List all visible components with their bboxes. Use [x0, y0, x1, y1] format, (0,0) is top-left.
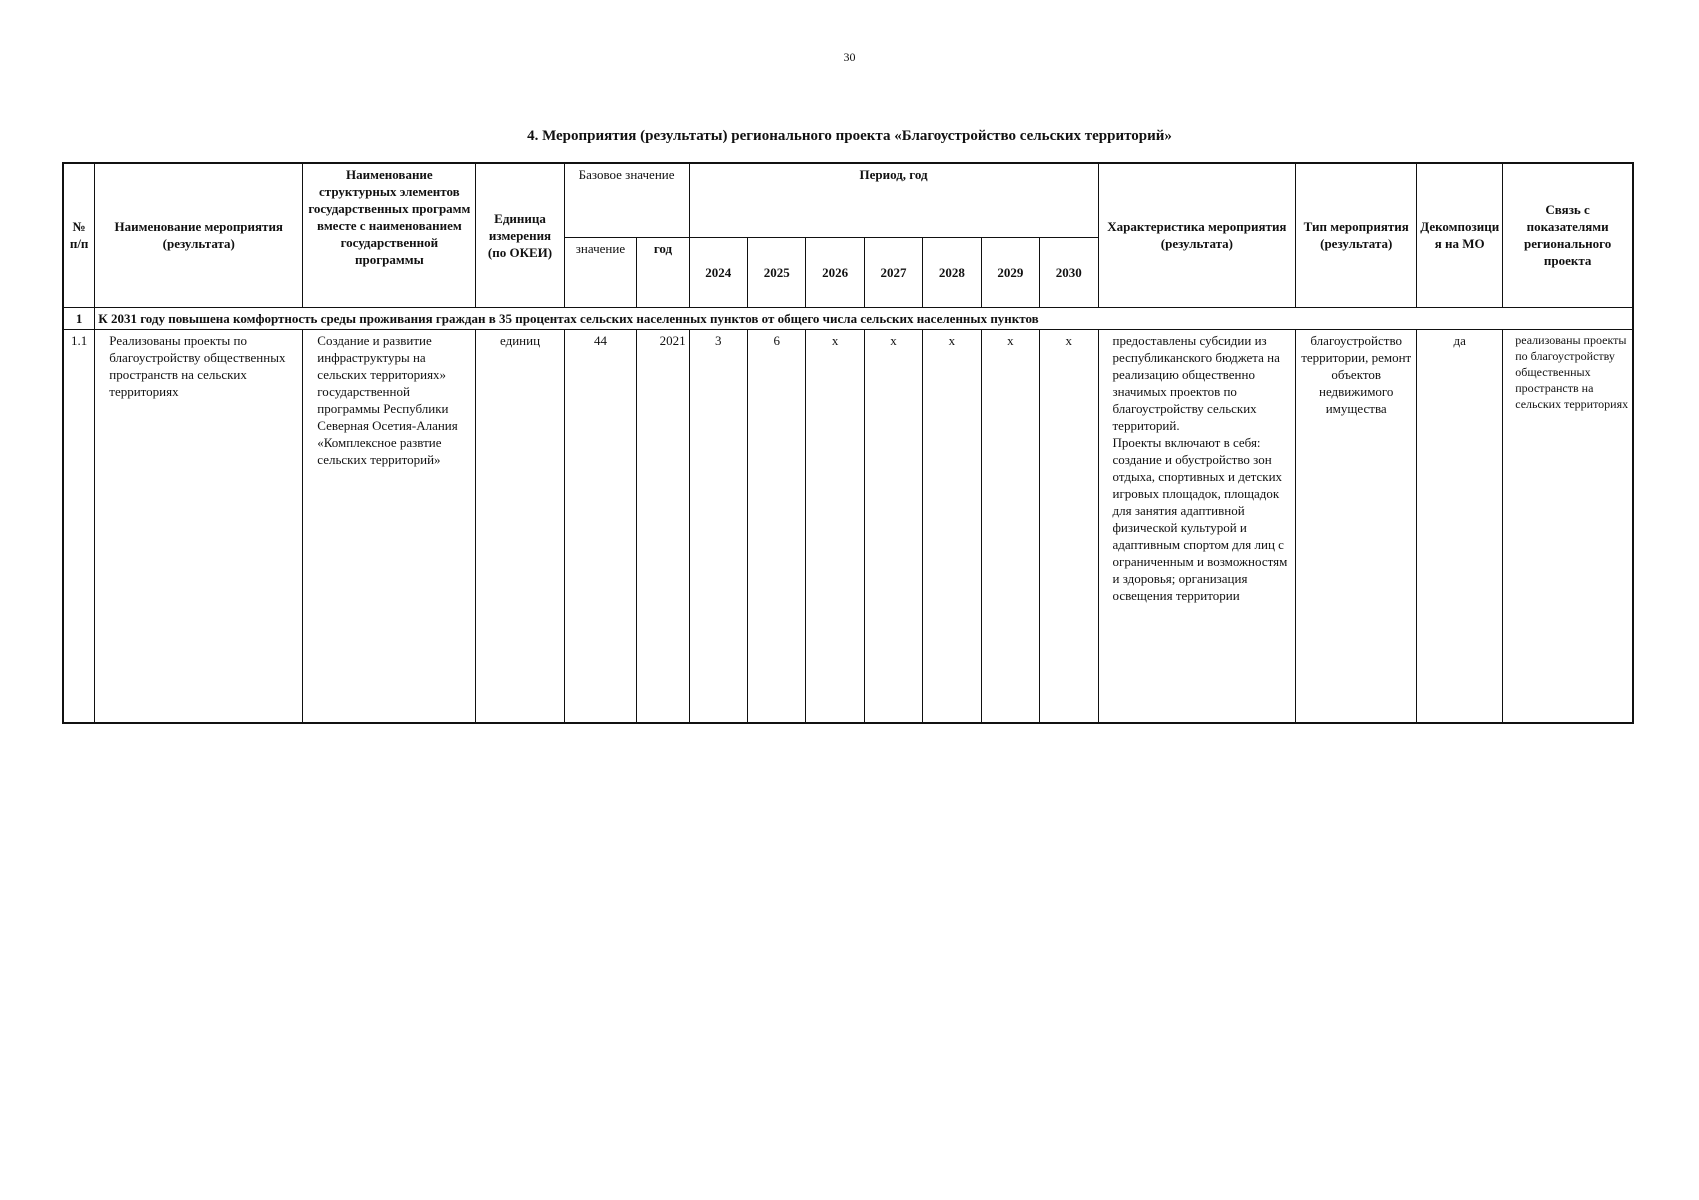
row-year-value: 6 [748, 329, 806, 723]
header-base: Базовое значение [564, 163, 689, 237]
header-num: № п/п [63, 163, 95, 307]
header-year: 2027 [864, 237, 922, 307]
header-year: 2029 [981, 237, 1039, 307]
row-year-value: x [806, 329, 864, 723]
header-year: 2028 [923, 237, 981, 307]
header-base-year: год [637, 237, 689, 307]
row-year-value: x [864, 329, 922, 723]
page-number: 30 [843, 50, 856, 64]
section-row [63, 307, 1633, 329]
row-unit: единиц [476, 329, 564, 723]
row-characteristic-part-1: предоставлены субсидии из республиканского бюджета на реализацию общественно значимых проектов по благоустройству сельских территорий. [1112, 332, 1280, 433]
header-unit: Единица измерения (по ОКЕИ) [476, 163, 564, 307]
row-type: благоустройство территории, ремонт объектов недвижимого имущества [1296, 329, 1417, 723]
row-characteristic-part-2: Проекты включают в себя: создание и обустройство зон отдыха, спортивных и детских игровых площадок, площадок для занятия адаптивной физической культурой и адаптивным спортом для лиц с ограниченным и возможностям и здоровья; организация освещения территории [1112, 434, 1288, 603]
row-year-value: x [981, 329, 1039, 723]
results-table [62, 162, 1634, 724]
row-decomposition: да [1417, 329, 1503, 723]
header-base-value: значение [564, 237, 637, 307]
row-link: реализованы проекты по благоустройству общественных пространств на сельских территориях [1503, 329, 1633, 723]
table-row [63, 329, 1633, 723]
header-link: Связь с показателями регионального проекта [1503, 163, 1633, 307]
section-text: К 2031 году повышена комфортность среды проживания граждан в 35 процентах сельских населенных пунктов от общего числа сельских населенных пунктов [95, 307, 1633, 329]
row-name: Реализованы проекты по благоустройству общественных пространств на сельских территориях [95, 329, 303, 723]
document-title: 4. Мероприятия (результаты) регионального проекта «Благоустройство сельских территорий» [527, 128, 1172, 144]
section-num: 1 [63, 307, 95, 329]
header-period: Период, год [689, 163, 1098, 237]
header-year: 2024 [689, 237, 747, 307]
header-year: 2026 [806, 237, 864, 307]
header-characteristic: Характеристика мероприятия (результата) [1098, 163, 1296, 307]
header-decomposition: Декомпозиция на МО [1417, 163, 1503, 307]
row-base-year: 2021 [637, 329, 689, 723]
row-struct: Создание и развитие инфраструктуры на сельских территориях» государственной программы Республики Северная Осетия-Алания «Комплексное развтие сельских территорий» [303, 329, 476, 723]
row-year-value: 3 [689, 329, 747, 723]
row-base-value: 44 [564, 329, 637, 723]
header-type: Тип мероприятия (результата) [1296, 163, 1417, 307]
row-characteristic [1098, 329, 1296, 723]
header-year: 2030 [1040, 237, 1098, 307]
row-num: 1.1 [63, 329, 95, 723]
header-year: 2025 [748, 237, 806, 307]
header-struct: Наименование структурных элементов государственных программ вместе с наименованием государственной программы [303, 163, 476, 307]
row-year-value: x [1040, 329, 1098, 723]
row-year-value: x [923, 329, 981, 723]
header-name: Наименование мероприятия (результата) [95, 163, 303, 307]
